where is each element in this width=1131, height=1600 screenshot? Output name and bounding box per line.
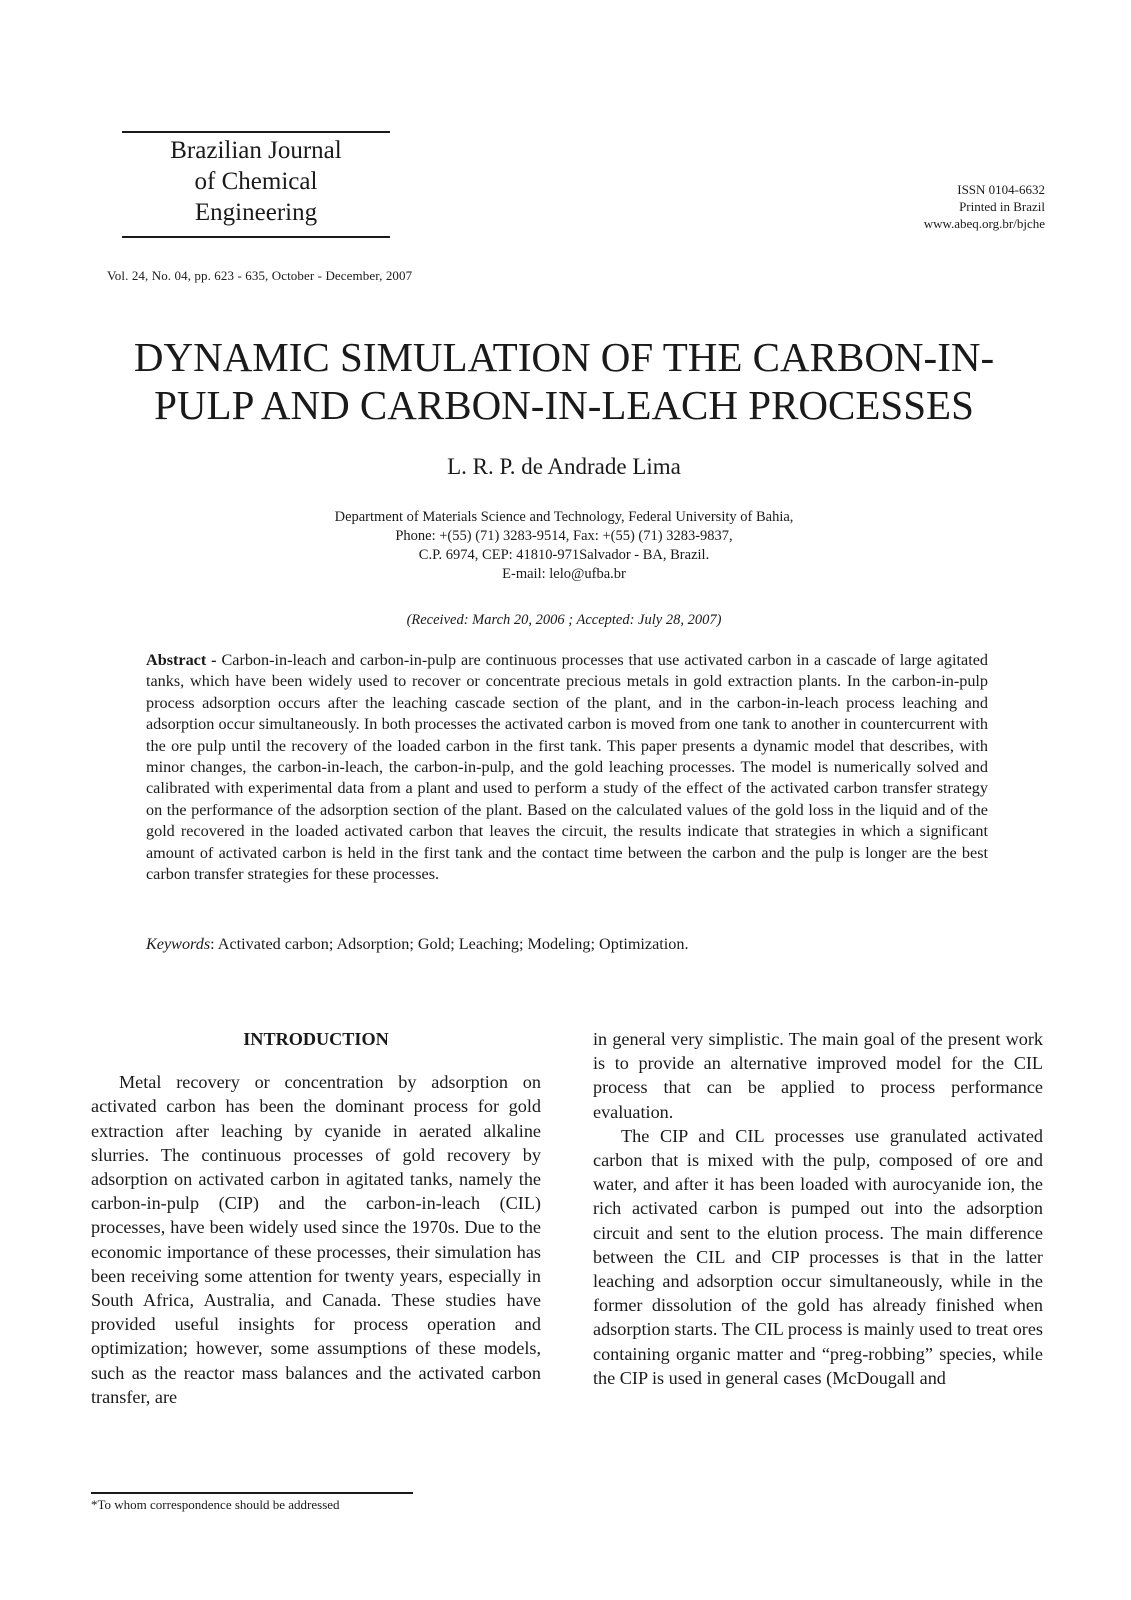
journal-masthead	[122, 131, 390, 238]
abstract-text: Carbon-in-leach and carbon-in-pulp are continuous processes that use activated carbon in a cascade of large agitated tanks, which have been widely used to recover or concentrate precious metals in gold extraction plants. In the carbon-in-pulp process adsorption occurs after the leaching cascade section of the plant, and in the carbon-in-leach process leaching and adsorption occur simultaneously. In both processes the activated carbon is moved from one tank to another in countercurrent with the ore pulp until the recovery of the loaded carbon in the first tank. This paper presents a dynamic model that describes, with minor changes, the carbon-in-leach, the carbon-in-pulp, and the gold leaching processes. The model is numerically solved and calibrated with experimental data from a plant and used to perform a study of the effect of the activated carbon transfer strategy on the performance of the adsorption section of the plant. Based on the calculated values of the gold loss in the liquid and of the gold recovered in the loaded activated carbon that leaves the circuit, the results indicate that strategies in which a significant amount of activated carbon is held in the first tank and the contact time between the carbon and the pulp is longer are the best carbon transfer strategies for these processes.	[146, 651, 988, 884]
affiliation-email: E-mail: lelo@ufba.br	[502, 566, 626, 582]
affiliation-line-3: C.P. 6974, CEP: 41810-971Salvador - BA, Brazil.	[418, 547, 710, 563]
keywords-label: Keywords	[146, 935, 211, 953]
footnote-rule	[91, 1492, 413, 1494]
author: L. R. P. de Andrade Lima	[447, 454, 681, 479]
keywords-list: : Activated carbon; Adsorption; Gold; Leaching; Modeling; Optimization.	[210, 935, 689, 953]
affiliation-line-1: Department of Materials Science and Technology, Federal University of Bahia,	[334, 509, 794, 525]
journal-name-line-2: of Chemical	[194, 168, 318, 195]
left-column	[91, 1027, 541, 1409]
right-column	[593, 1027, 1043, 1390]
intro-paragraph-1: Metal recovery or concentration by adsorption on activated carbon has been the dominant process for gold extraction after leaching by cyanide in aerated alkaline slurries. The continuous processes of gold recovery by adsorption on activated carbon in agitated tanks, namely the carbon-in-pulp (CIP) and the carbon-in-leach (CIL) processes, have been widely used since the 1970s. Due to the economic importance of these processes, their simulation has been receiving some attention for twenty years, especially in South Africa, Australia, and Canada. These studies have provided useful insights for process operation and optimization; however, some assumptions of these models, such as the reactor mass balances and the activated carbon transfer, are	[91, 1072, 541, 1407]
journal-name-line-3: Engineering	[194, 199, 318, 226]
abstract-label: Abstract -	[146, 651, 217, 669]
section-heading-introduction: INTRODUCTION	[243, 1029, 389, 1049]
received-accepted-dates: (Received: March 20, 2006 ; Accepted: July 28, 2007)	[406, 612, 722, 628]
intro-paragraph-2: The CIP and CIL processes use granulated activated carbon that is mixed with the pulp, composed of ore and water, and after it has been loaded with aurocyanide ion, the rich activated carbon is pumped out into the adsorption circuit and sent to the elution process. The main difference between the CIL and CIP processes is that in the latter leaching and adsorption occur simultaneously, while in the former dissolution of the gold has already finished when adsorption starts. The CIL process is mainly used to treat ores containing organic matter and “preg-robbing” species, while the CIP is used in general cases (McDougall and	[593, 1125, 1043, 1388]
issn-number: ISSN 0104-6632	[957, 182, 1045, 197]
abstract	[146, 650, 988, 885]
affiliation-line-2: Phone: +(55) (71) 3283-9514, Fax: +(55) (71) 3283-9837,	[395, 528, 733, 544]
intro-paragraph-1-continued: in general very simplistic. The main goal of the present work is to provide an alternative improved model for the CIL process that can be applied to process performance evaluation.	[593, 1029, 1043, 1122]
journal-url: www.abeq.org.br/bjche	[923, 216, 1045, 231]
affiliation	[100, 508, 1028, 584]
paper-title	[100, 333, 1028, 429]
footnote: *To whom correspondence should be addressed	[91, 1497, 340, 1512]
journal-name	[122, 133, 390, 236]
title-line-2: PULP AND CARBON-IN-LEACH PROCESSES	[154, 382, 974, 428]
title-line-1: DYNAMIC SIMULATION OF THE CARBON-IN-	[133, 334, 995, 380]
journal-name-line-1: Brazilian Journal	[170, 137, 342, 164]
keywords	[146, 935, 988, 954]
issn-block	[924, 181, 1045, 232]
printed-in: Printed in Brazil	[959, 199, 1045, 214]
volume-line: Vol. 24, No. 04, pp. 623 - 635, October - December, 2007	[107, 268, 413, 283]
masthead-bottom-rule	[122, 236, 390, 238]
